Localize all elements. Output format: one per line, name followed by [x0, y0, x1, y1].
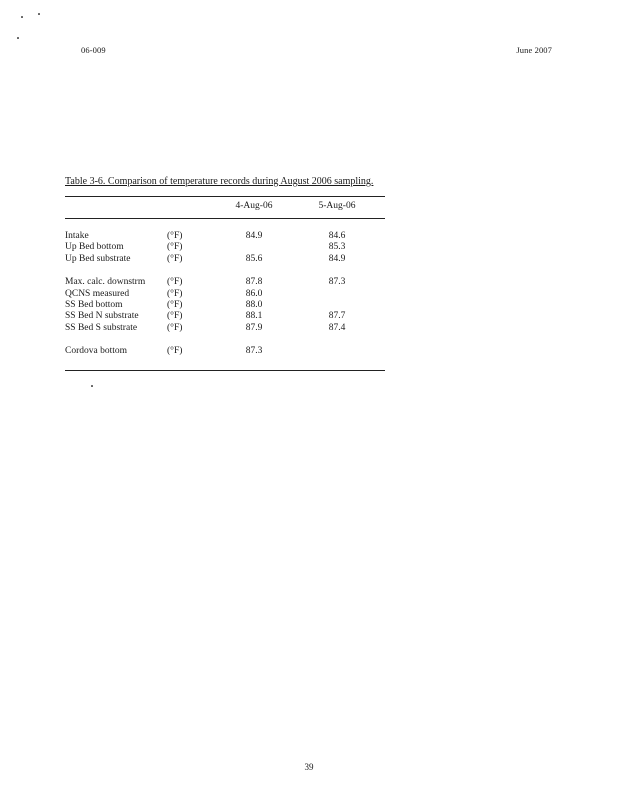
scan-speck [21, 16, 23, 18]
scan-speck [17, 37, 19, 39]
data-table [65, 197, 385, 370]
row-unit: (°F) [167, 242, 183, 253]
row-unit: (°F) [167, 346, 183, 357]
value-5-aug-06: 84.6 [328, 231, 346, 241]
row-label: QCNS measured [65, 288, 130, 299]
value-4-aug-06: 87.9 [245, 322, 263, 333]
temperature-table [65, 176, 385, 371]
row-spacer [65, 358, 385, 370]
table-row [65, 254, 385, 265]
value-5-aug-06: 87.3 [328, 277, 346, 288]
value-4-aug-06: 88.1 [245, 311, 263, 322]
table-row [65, 346, 385, 357]
row-spacer [65, 219, 385, 232]
value-4-aug-06: 86.0 [245, 288, 263, 299]
table-row [65, 242, 385, 253]
row-unit: (°F) [167, 322, 183, 333]
row-label: Max. calc. downstrm [65, 277, 146, 288]
value-5-aug-06: 85.3 [328, 242, 346, 253]
row-label: Cordova bottom [65, 346, 128, 357]
value-5-aug-06: 84.9 [328, 253, 346, 264]
table-caption: Table 3-6. Comparison of temperature records during August 2006 sampling. [65, 176, 374, 187]
column-header: 5-Aug-06 [289, 197, 385, 219]
row-label: SS Bed bottom [65, 300, 123, 311]
table-row [65, 277, 385, 288]
document-date: June 2007 [516, 45, 552, 55]
value-5-aug-06 [289, 289, 385, 300]
page-number: 39 [304, 762, 314, 772]
scan-speck [91, 385, 93, 387]
table-header-row [65, 197, 385, 219]
value-4-aug-06: 87.3 [245, 346, 263, 357]
document-id: 06-009 [81, 45, 106, 55]
column-header [167, 197, 219, 219]
row-unit: (°F) [167, 311, 183, 322]
row-unit: (°F) [167, 253, 183, 264]
row-unit: (°F) [167, 300, 183, 311]
row-label: Up Bed substrate [65, 253, 131, 264]
column-header: 4-Aug-06 [219, 197, 289, 219]
row-unit: (°F) [167, 288, 183, 299]
value-4-aug-06: 84.9 [245, 231, 263, 241]
table-row [65, 300, 385, 311]
table-row [65, 311, 385, 322]
row-unit: (°F) [167, 231, 183, 241]
row-label: SS Bed S substrate [65, 322, 138, 333]
row-label: Intake [65, 231, 89, 241]
table-bottom-rule [65, 370, 385, 371]
value-5-aug-06 [289, 346, 385, 357]
row-spacer [65, 265, 385, 277]
value-4-aug-06: 87.8 [245, 277, 263, 288]
table-row [65, 289, 385, 300]
value-5-aug-06 [289, 300, 385, 311]
table-row [65, 323, 385, 334]
value-5-aug-06: 87.4 [328, 322, 346, 333]
scan-speck [38, 13, 40, 15]
value-4-aug-06: 85.6 [245, 253, 263, 264]
value-4-aug-06: 88.0 [245, 300, 263, 311]
value-4-aug-06 [219, 242, 289, 253]
value-5-aug-06: 87.7 [328, 311, 346, 322]
row-unit: (°F) [167, 277, 183, 288]
column-header [65, 197, 167, 219]
row-label: Up Bed bottom [65, 242, 124, 253]
row-label: SS Bed N substrate [65, 311, 139, 322]
row-spacer [65, 334, 385, 346]
table-row [65, 231, 385, 242]
